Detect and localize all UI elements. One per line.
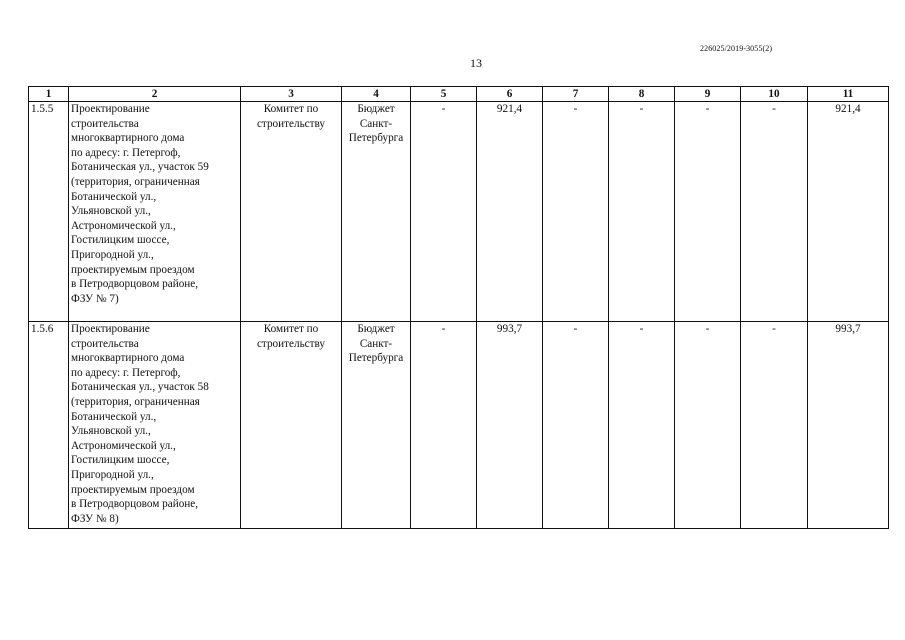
executor-line: Комитет по [263, 323, 319, 335]
project-name-cell [69, 102, 241, 322]
project-name-line: (территория, ограниченная [71, 395, 200, 408]
funding-source-line: Бюджет [357, 103, 395, 115]
project-name-line: Проектирование [71, 103, 150, 115]
column-header: 10 [741, 87, 808, 102]
project-name-line: ФЗУ № 8) [71, 512, 119, 525]
project-name-line: в Петродворцовом районе, [71, 498, 199, 511]
project-name-line: Ботанической ул., [71, 410, 157, 423]
table-row [29, 322, 889, 529]
project-name-line: Ульяновской ул., [71, 425, 151, 438]
column-header: 11 [808, 87, 889, 102]
project-name-line: в Петродворцовом районе, [71, 278, 199, 291]
program-table [28, 86, 889, 529]
project-name-line: Ульяновской ул., [71, 205, 151, 218]
value-cell: - [609, 102, 675, 322]
project-name-line: ФЗУ № 7) [71, 292, 119, 305]
column-header: 8 [609, 87, 675, 102]
executor-line: строительству [256, 337, 326, 350]
project-name-line: Астрономической ул., [71, 439, 176, 452]
funding-source-line: Санкт- [359, 337, 393, 350]
column-header: 2 [69, 87, 241, 102]
project-name-line: Пригородной ул., [71, 468, 154, 481]
total-cell: 993,7 [808, 322, 889, 529]
value-cell: - [741, 102, 808, 322]
page-number: 13 [470, 56, 482, 70]
project-name-line: по адресу: г. Петергоф, [71, 366, 181, 379]
project-name-line: многоквартирного дома [71, 132, 185, 145]
column-header: 9 [675, 87, 741, 102]
row-number: 1.5.5 [29, 102, 69, 322]
column-header: 4 [342, 87, 411, 102]
column-header: 1 [29, 87, 69, 102]
column-header: 5 [411, 87, 477, 102]
project-name-line: строительства [71, 117, 139, 130]
funding-source-cell [342, 102, 411, 322]
value-cell: - [675, 322, 741, 529]
project-name-line: Пригородной ул., [71, 248, 154, 261]
funding-source-line: Бюджет [357, 323, 395, 335]
value-cell: - [675, 102, 741, 322]
project-name-line: Проектирование [71, 323, 150, 335]
project-name-line: проектируемым проездом [71, 483, 195, 496]
table-row [29, 102, 889, 322]
value-cell: 993,7 [477, 322, 543, 529]
value-cell: - [741, 322, 808, 529]
value-cell: - [543, 322, 609, 529]
executor-line: строительству [256, 117, 326, 130]
value-cell: - [411, 322, 477, 529]
project-name-line: Гостилицким шоссе, [71, 234, 170, 247]
funding-source-line: Петербурга [348, 352, 404, 365]
project-name-line: Ботаническая ул., участок 58 [71, 381, 209, 394]
value-cell: - [411, 102, 477, 322]
document-id: 226025/2019-3055(2) [700, 44, 773, 53]
value-cell: - [543, 102, 609, 322]
project-name-cell [69, 322, 241, 529]
funding-source-cell [342, 322, 411, 529]
executor-line: Комитет по [263, 103, 319, 115]
funding-source-line: Петербурга [348, 132, 404, 145]
project-name-line: Гостилицким шоссе, [71, 454, 170, 467]
funding-source-line: Санкт- [359, 117, 393, 130]
column-header: 7 [543, 87, 609, 102]
project-name-line: Ботанической ул., [71, 190, 157, 203]
project-name-line: Ботаническая ул., участок 59 [71, 161, 209, 174]
project-name-line: строительства [71, 337, 139, 350]
column-number-row [29, 87, 889, 102]
row-number: 1.5.6 [29, 322, 69, 529]
project-name-line: (территория, ограниченная [71, 175, 200, 188]
column-header: 6 [477, 87, 543, 102]
project-name-line: по адресу: г. Петергоф, [71, 146, 181, 159]
project-name-line: многоквартирного дома [71, 352, 185, 365]
project-name-line: Астрономической ул., [71, 219, 176, 232]
column-header: 3 [241, 87, 342, 102]
value-cell: 921,4 [477, 102, 543, 322]
executor-cell [241, 322, 342, 529]
project-name-line: проектируемым проездом [71, 263, 195, 276]
executor-cell [241, 102, 342, 322]
value-cell: - [609, 322, 675, 529]
total-cell: 921,4 [808, 102, 889, 322]
